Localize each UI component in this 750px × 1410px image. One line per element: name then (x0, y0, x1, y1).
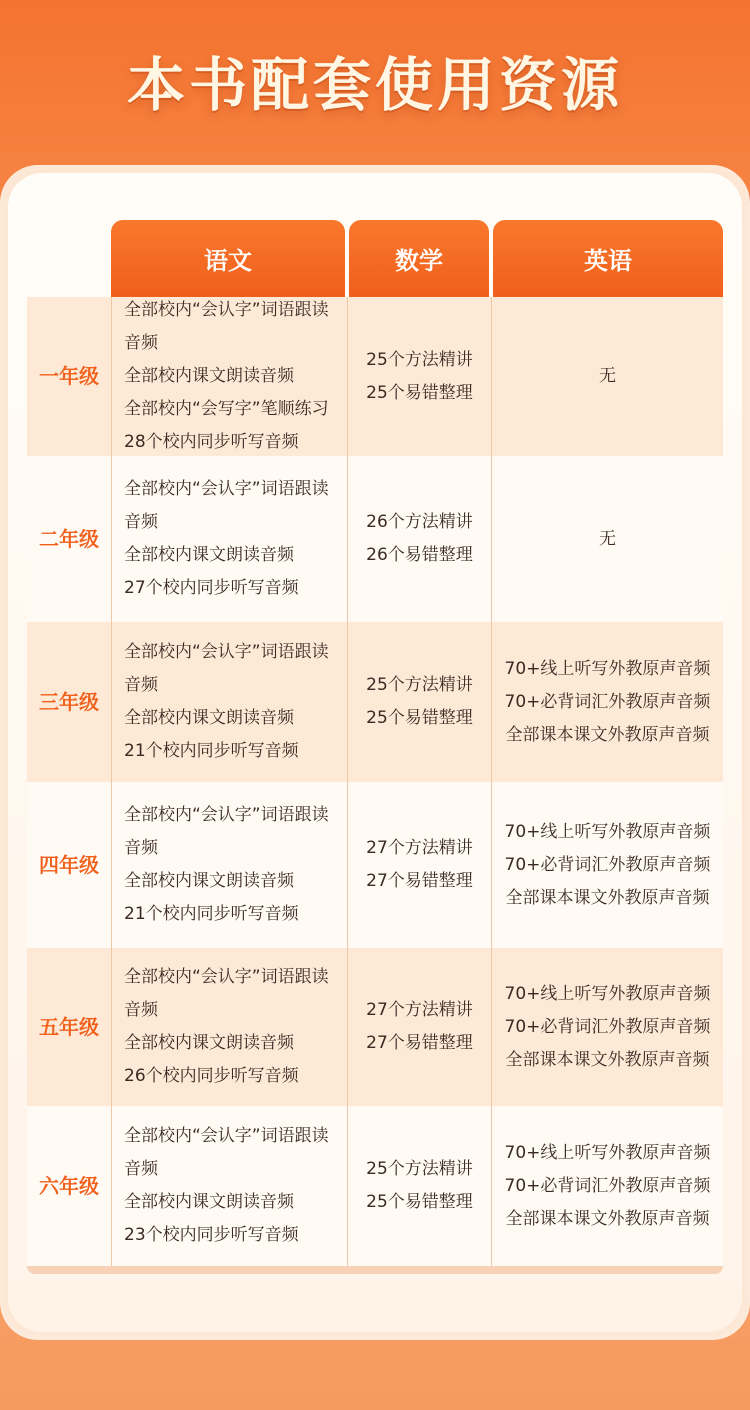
resource-line: 无 (599, 528, 616, 549)
chinese-resources (111, 1106, 347, 1266)
grade-label: 五年级 (39, 1014, 99, 1039)
header-math: 数学 (349, 220, 489, 297)
resource-line: 25个方法精讲 (366, 1159, 473, 1179)
resource-line: 25个方法精讲 (366, 349, 473, 370)
chinese-resources (111, 456, 347, 622)
english-resources (491, 297, 723, 456)
resource-line: 23个校内同步听写音频 (124, 1225, 299, 1245)
resource-line: 27个易错整理 (366, 1033, 473, 1053)
resource-line: 音频 (124, 512, 158, 532)
grade-label: 三年级 (39, 689, 99, 714)
math-resources (347, 297, 491, 456)
resource-line: 全部校内“会写字”笔顺练习 (124, 399, 329, 419)
header-chinese: 语文 (111, 220, 345, 297)
english-resources (491, 782, 723, 948)
table-row (27, 456, 723, 622)
grade-label: 四年级 (39, 852, 99, 877)
resource-line: 26个校内同步听写音频 (124, 1066, 299, 1086)
resource-line: 21个校内同步听写音频 (124, 741, 299, 761)
chinese-resources (111, 622, 347, 782)
resource-line: 70+必背词汇外教原声音频 (504, 691, 711, 712)
resource-line: 70+必背词汇外教原声音频 (504, 1016, 711, 1037)
resource-line: 全部校内课文朗读音频 (124, 1192, 294, 1212)
math-resources (347, 456, 491, 622)
resource-line: 70+线上听写外教原声音频 (504, 821, 711, 842)
resource-line: 音频 (124, 333, 158, 353)
math-resources (347, 948, 491, 1106)
resource-line: 全部校内课文朗读音频 (124, 545, 294, 565)
resource-line: 25个易错整理 (366, 382, 473, 403)
grade-label: 一年级 (39, 364, 99, 388)
resource-line: 全部校内课文朗读音频 (124, 1033, 294, 1053)
resource-line: 21个校内同步听写音频 (124, 904, 299, 924)
page-title: 本书配套使用资源 (126, 51, 623, 119)
resource-line: 音频 (124, 1159, 158, 1179)
english-resources (491, 622, 723, 782)
math-resources (347, 782, 491, 948)
resource-line: 全部校内“会认字”词语跟读 (124, 642, 329, 662)
resource-line: 27个易错整理 (366, 871, 473, 891)
table-row (27, 297, 723, 456)
resource-line: 全部校内“会认字”词语跟读 (124, 479, 329, 499)
table-row (27, 782, 723, 948)
resource-line: 音频 (124, 838, 158, 858)
english-resources (491, 456, 723, 622)
resource-line: 70+必背词汇外教原声音频 (504, 1175, 711, 1196)
resource-line: 音频 (124, 1000, 158, 1020)
resource-line: 全部校内“会认字”词语跟读 (124, 300, 329, 320)
resource-line: 全部课本课文外教原声音频 (505, 887, 710, 908)
chinese-resources (111, 297, 347, 456)
table-row (27, 948, 723, 1106)
resource-line: 全部校内“会认字”词语跟读 (124, 1126, 329, 1146)
table-row (27, 622, 723, 782)
resource-line: 全部课本课文外教原声音频 (505, 724, 710, 745)
resource-line: 27个方法精讲 (366, 1000, 473, 1020)
resource-line: 70+必背词汇外教原声音频 (504, 854, 711, 875)
resource-line: 26个易错整理 (366, 545, 473, 565)
resource-line: 25个方法精讲 (366, 675, 473, 695)
resource-line: 音频 (124, 675, 158, 695)
resource-line: 全部校内课文朗读音频 (124, 366, 294, 386)
resource-line: 25个易错整理 (366, 1192, 473, 1212)
resource-line: 全部校内课文朗读音频 (124, 708, 294, 728)
resource-line: 70+线上听写外教原声音频 (504, 658, 711, 679)
resource-line: 无 (599, 366, 616, 386)
english-resources (491, 1106, 723, 1266)
resource-line: 27个校内同步听写音频 (124, 578, 299, 598)
math-resources (347, 1106, 491, 1266)
resource-line: 全部校内“会认字”词语跟读 (124, 967, 329, 987)
resource-line: 70+线上听写外教原声音频 (504, 983, 711, 1004)
chinese-resources (111, 782, 347, 948)
resource-line: 全部课本课文外教原声音频 (505, 1049, 710, 1070)
math-resources (347, 622, 491, 782)
resource-line: 70+线上听写外教原声音频 (504, 1142, 711, 1163)
resource-line: 全部校内“会认字”词语跟读 (124, 805, 329, 825)
resource-line: 25个易错整理 (366, 708, 473, 728)
resource-line: 26个方法精讲 (366, 512, 473, 532)
grade-label: 二年级 (39, 526, 99, 551)
english-resources (491, 948, 723, 1106)
chinese-resources (111, 948, 347, 1106)
table-row (27, 1106, 723, 1266)
resource-line: 全部课本课文外教原声音频 (505, 1208, 710, 1229)
resource-line: 28个校内同步听写音频 (124, 432, 299, 452)
table-bottom-edge (27, 1266, 723, 1274)
resource-line: 全部校内课文朗读音频 (124, 871, 294, 891)
resource-line: 27个方法精讲 (366, 838, 473, 858)
header-english: 英语 (493, 220, 723, 297)
grade-label: 六年级 (39, 1173, 99, 1198)
